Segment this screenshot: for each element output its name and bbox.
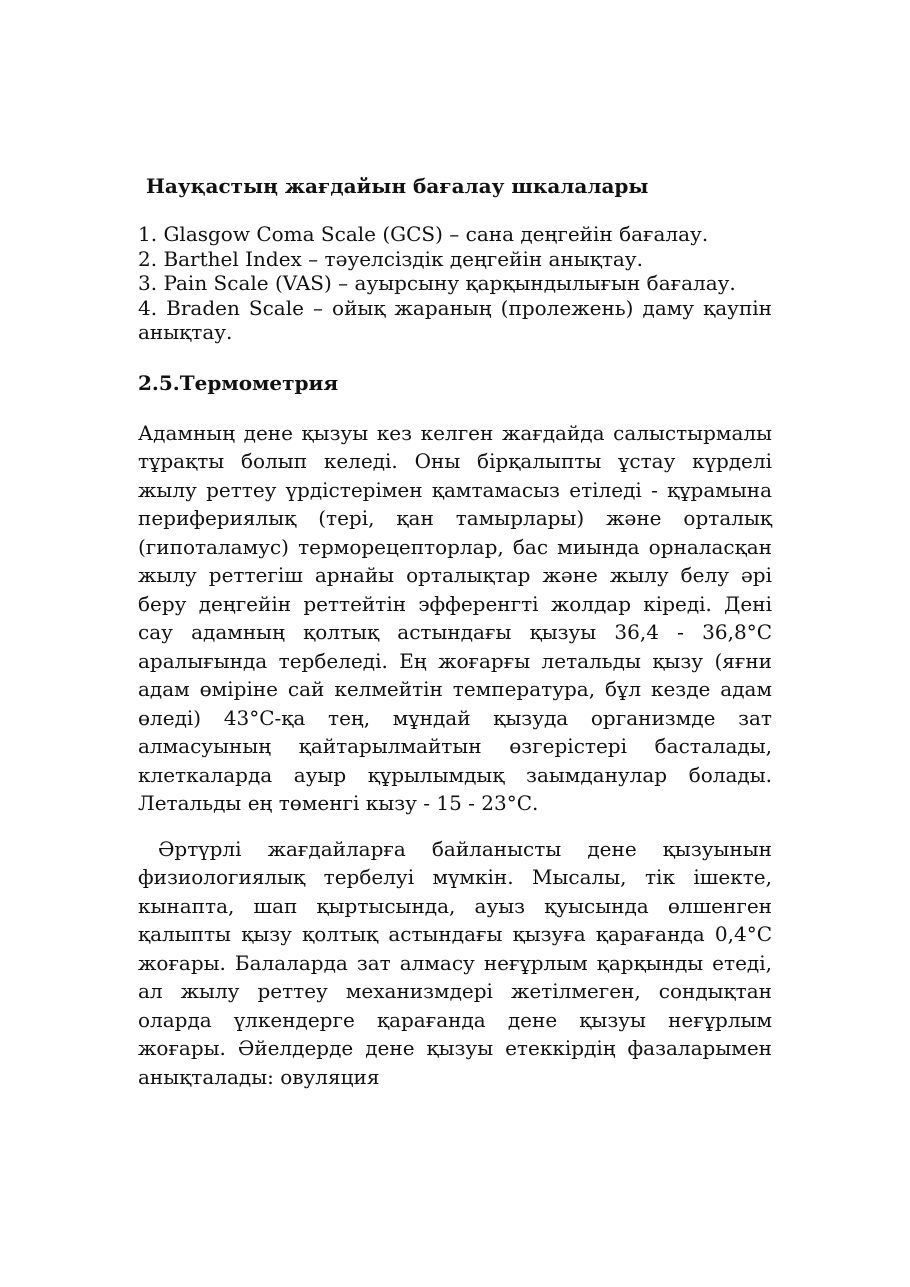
list-item: 2. Barthel Index – тәуелсіздік деңгейін анықтау. — [138, 246, 643, 271]
scales-list — [138, 222, 772, 345]
section-heading: 2.5.Термометрия — [138, 370, 339, 395]
paragraph: Адамның дене қызуы кез келген жағдайда салыстырмалы тұрақты болып келеді. Оны бірқалыпты ұстау күрделі жылу реттеу үрдістерімен қамтамасыз етіледі - құрамына перифериялық (тері, қан тамырлары) және орталық (гипоталамус) терморецепторлар, бас миында орналасқан жылу реттегіш арнайы орталықтар және жылу белу әрі беру деңгейін реттейтін эфференгті жолдар кіреді. Дені сау адамның қолтық астындағы қызуы 36,4 - 36,8°С аралығында тербеледі. Ең жоғарғы летальды қызу (яғни адам өміріне сай келмейтін температура, бұл кезде адам өледі) 43°С-қа тең, мұндай қызуда организмде зат алмасуының қайтарылмайтын өзгерістері басталады, клеткаларда ауыр құрылымдық заымданулар болады. Летальды ең төменгі кызу - 15 - 23°С. — [138, 420, 772, 815]
list-item: 4. Braden Scale – ойық жараның (пролежень) даму қаупін анықтау. — [138, 295, 772, 344]
list-item: 1. Glasgow Coma Scale (GCS) – сана деңгейін бағалау. — [138, 222, 709, 246]
document-page — [138, 172, 772, 1091]
document-title: Науқастың жағдайын бағалау шкалалары — [146, 174, 649, 198]
paragraph: Әртүрлі жағдайларға байланысты дене қызуынын физиологиялық тербелуі мүмкін. Мысалы, тік ішекте, кынапта, шап қыртысында, ауыз қуысында өлшенген қалыпты қызу қолтық астындағы қызуға қарағанда 0,4°С жоғары. Балаларда зат алмасу неғұрлым қарқынды етеді, ал жылу реттеу механизмдері жетілмеген, сондықтан оларда үлкендерге қарағанда дене қызуы неғұрлым жоғары. Әйелдерде дене қызуы етеккірдің фазаларымен анықталады: овуляция — [138, 836, 772, 1089]
list-item: 3. Pain Scale (VAS) – ауырсыну қарқындылығын бағалау. — [138, 271, 736, 295]
